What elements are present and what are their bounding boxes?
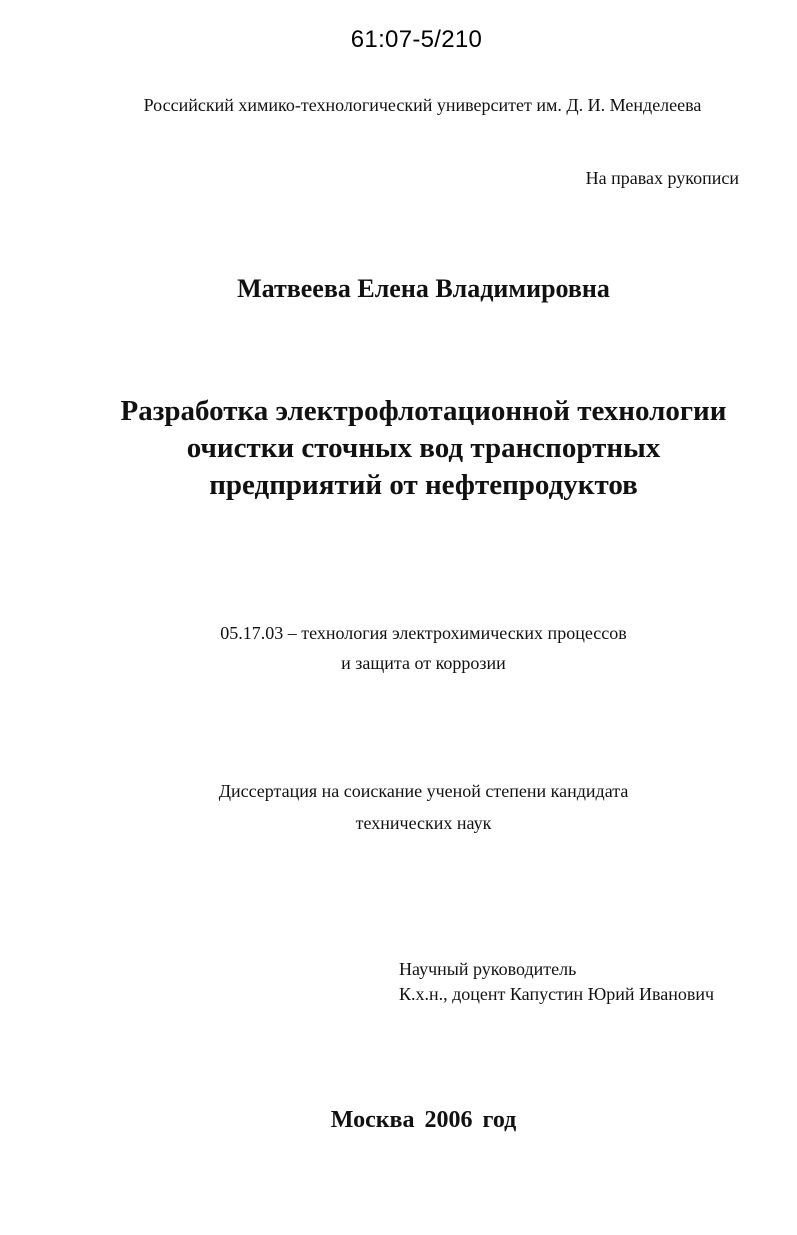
manuscript-rights-note: На правах рукописи bbox=[585, 168, 739, 188]
specialty-line-1: 05.17.03 – технология электрохимических процессов bbox=[220, 623, 627, 643]
archive-stamp-number: 61:07-5/210 bbox=[350, 26, 483, 53]
degree-line-2: технических наук bbox=[355, 813, 492, 833]
degree-line-1: Диссертация на соискание ученой степени кандидата bbox=[218, 781, 629, 801]
author-name: Матвеева Елена Владимировна bbox=[237, 274, 610, 303]
supervisor-label: Научный руководитель bbox=[399, 959, 577, 979]
title-line-2: очистки сточных вод транспортных bbox=[186, 432, 661, 464]
dissertation-title bbox=[0, 393, 797, 504]
university-name: Российский химико-технологический университет им. Д. И. Менделеева bbox=[143, 95, 702, 115]
title-line-1: Разработка электрофлотационной технологии bbox=[120, 395, 727, 427]
specialty-line-2: и защита от коррозии bbox=[341, 653, 506, 673]
degree-statement bbox=[0, 775, 797, 839]
scientific-supervisor bbox=[399, 957, 714, 1007]
supervisor-name: К.х.н., доцент Капустин Юрий Иванович bbox=[399, 984, 715, 1004]
city-and-year: Москва 2006 год bbox=[330, 1107, 517, 1133]
title-line-3: предприятий от нефтепродуктов bbox=[209, 469, 638, 501]
specialty-code bbox=[0, 618, 797, 678]
